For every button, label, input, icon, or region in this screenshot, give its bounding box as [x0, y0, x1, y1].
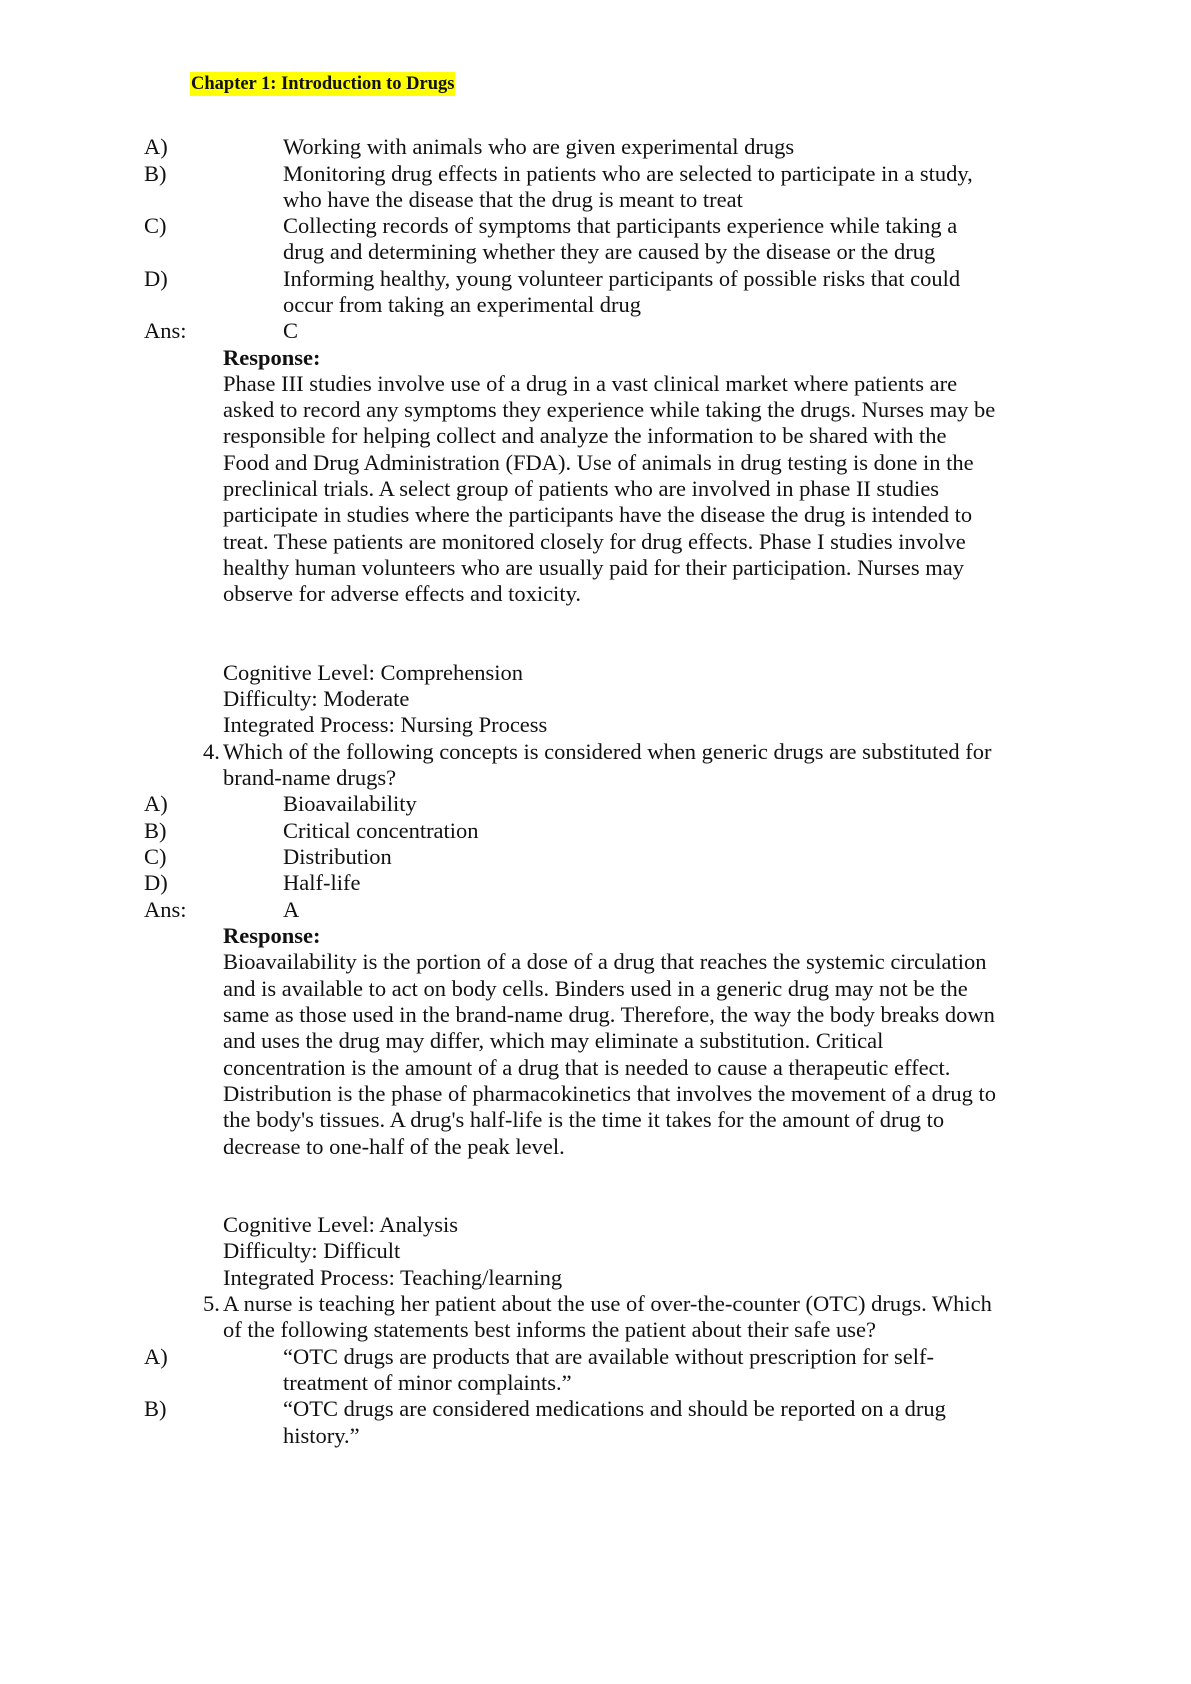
answer-label: Ans: [144, 897, 187, 922]
response-line: Distribution is the phase of pharmacokinetics that involves the movement of a drug to [223, 1081, 996, 1106]
answer-value: A [283, 897, 300, 922]
response-line: observe for adverse effects and toxicity. [223, 581, 581, 606]
option-text: “OTC drugs are products that are available without prescription for self- [283, 1344, 935, 1369]
option-letter: A) [144, 791, 168, 816]
difficulty: Difficulty: Moderate [223, 686, 410, 711]
option-text: Informing healthy, young volunteer participants of possible risks that could [283, 266, 961, 291]
response-line: healthy human volunteers who are usually paid for their participation. Nurses may [223, 555, 965, 580]
option-letter: D) [144, 266, 168, 291]
question-stem: A nurse is teaching her patient about the use of over-the-counter (OTC) drugs. Which [223, 1291, 992, 1316]
option-text: Working with animals who are given experimental drugs [283, 134, 795, 159]
response-line: participate in studies where the participants have the disease the drug is intended to [223, 502, 973, 527]
option-text: Distribution [283, 844, 392, 869]
response-line: preclinical trials. A select group of patients who are involved in phase II studies [223, 476, 940, 501]
option-text: “OTC drugs are considered medications and should be reported on a drug [283, 1396, 946, 1421]
option-letter: A) [144, 1344, 168, 1369]
integrated-process: Integrated Process: Teaching/learning [223, 1265, 563, 1290]
option-text: occur from taking an experimental drug [283, 292, 641, 317]
response-line: same as those used in the brand-name drug. Therefore, the way the body breaks down [223, 1002, 995, 1027]
option-letter: B) [144, 1396, 167, 1421]
option-text: Half-life [283, 870, 361, 895]
response-line: concentration is the amount of a drug that is needed to cause a therapeutic effect. [223, 1055, 951, 1080]
response-line: Food and Drug Administration (FDA). Use of animals in drug testing is done in the [223, 450, 974, 475]
option-text: history.” [283, 1423, 360, 1448]
difficulty: Difficulty: Difficult [223, 1238, 401, 1263]
option-text: Bioavailability [283, 791, 417, 816]
answer-value: C [283, 318, 299, 343]
integrated-process: Integrated Process: Nursing Process [223, 712, 548, 737]
option-letter: B) [144, 818, 167, 843]
response-line: Phase III studies involve use of a drug in a vast clinical market where patients are [223, 371, 958, 396]
option-text: drug and determining whether they are caused by the disease or the drug [283, 239, 936, 264]
option-letter: C) [144, 213, 167, 238]
response-line: responsible for helping collect and analyze the information to be shared with the [223, 423, 947, 448]
response-heading: Response: [223, 923, 321, 948]
response-line: the body's tissues. A drug's half-life is the time it takes for the amount of drug to [223, 1107, 945, 1132]
cognitive-level: Cognitive Level: Analysis [223, 1212, 458, 1237]
option-letter: B) [144, 161, 167, 186]
option-text: treatment of minor complaints.” [283, 1370, 572, 1395]
response-line: treat. These patients are monitored closely for drug effects. Phase I studies involve [223, 529, 966, 554]
response-line: asked to record any symptoms they experience while taking the drugs. Nurses may be [223, 397, 996, 422]
option-text: who have the disease that the drug is meant to treat [283, 187, 743, 212]
option-text: Monitoring drug effects in patients who are selected to participate in a study, [283, 161, 973, 186]
response-line: and uses the drug may differ, which may eliminate a substitution. Critical [223, 1028, 884, 1053]
response-line: Bioavailability is the portion of a dose of a drug that reaches the systemic circulation [223, 949, 987, 974]
question-number: 5. [203, 1291, 220, 1316]
cognitive-level: Cognitive Level: Comprehension [223, 660, 523, 685]
response-line: and is available to act on body cells. Binders used in a generic drug may not be the [223, 976, 968, 1001]
response-heading: Response: [223, 345, 321, 370]
option-text: Collecting records of symptoms that participants experience while taking a [283, 213, 958, 238]
question-stem: of the following statements best informs the patient about their safe use? [223, 1317, 876, 1342]
option-text: Critical concentration [283, 818, 479, 843]
response-line: decrease to one-half of the peak level. [223, 1134, 565, 1159]
option-letter: D) [144, 870, 168, 895]
option-letter: C) [144, 844, 167, 869]
option-letter: A) [144, 134, 168, 159]
chapter-title: Chapter 1: Introduction to Drugs [191, 74, 455, 94]
question-stem: Which of the following concepts is considered when generic drugs are substituted for [223, 739, 992, 764]
answer-label: Ans: [144, 318, 187, 343]
question-number: 4. [203, 739, 220, 764]
question-stem: brand-name drugs? [223, 765, 397, 790]
